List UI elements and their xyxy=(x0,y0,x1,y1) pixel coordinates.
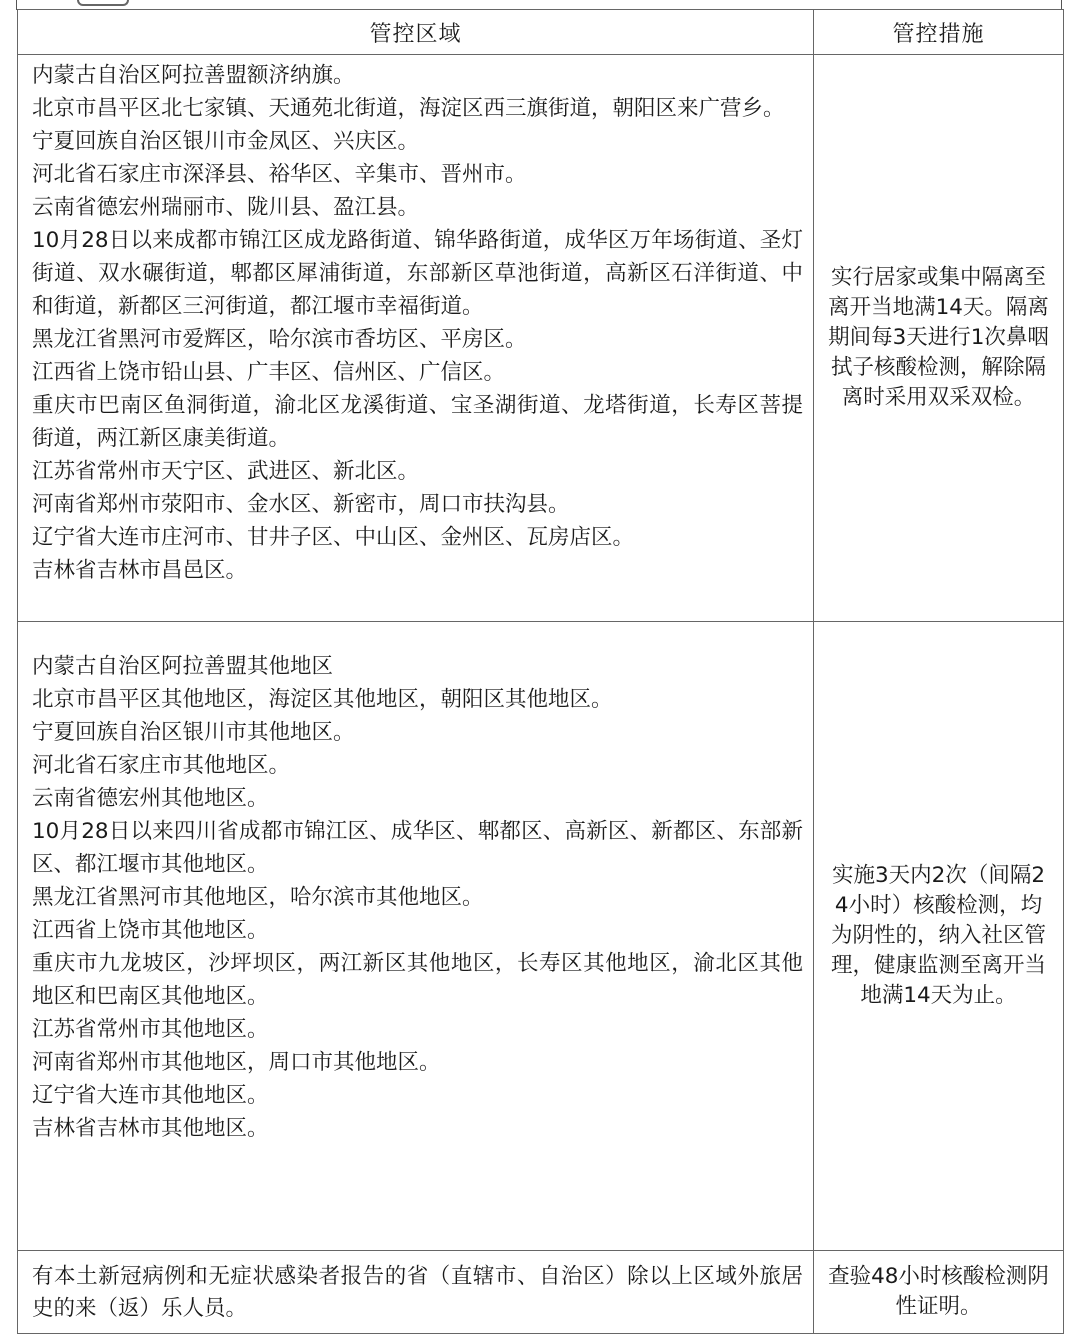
region-line: 重庆市巴南区鱼洞街道，渝北区龙溪街道、宝圣湖街道、龙塔街道，长寿区菩提街道，两江新区康美街道。 xyxy=(32,393,803,451)
region-line: 宁夏回族自治区银川市其他地区。 xyxy=(32,720,355,745)
region-line: 江苏省常州市天宁区、武进区、新北区。 xyxy=(32,459,420,484)
region-line: 辽宁省大连市庄河市、甘井子区、中山区、金州区、瓦房店区。 xyxy=(32,525,635,550)
region-line: 云南省德宏州其他地区。 xyxy=(32,786,269,811)
region-line: 江西省上饶市铅山县、广丰区、信州区、广信区。 xyxy=(32,360,506,385)
table-row xyxy=(18,622,1064,1251)
table-row xyxy=(18,55,1064,622)
region-line: 北京市昌平区其他地区，海淀区其他地区，朝阳区其他地区。 xyxy=(32,687,613,712)
region-line: 江苏省常州市其他地区。 xyxy=(32,1017,269,1042)
region-line: 河北省石家庄市深泽县、裕华区、辛集市、晋州市。 xyxy=(32,162,527,187)
region-cell xyxy=(18,55,814,622)
measure-text: 实施3天内2次（间隔24小时）核酸检测，均为阴性的，纳入社区管理，健康监测至离开当地满14天为止。 xyxy=(830,863,1046,1008)
region-line: 10月28日以来成都市锦江区成龙路街道、锦华路街道，成华区万年场街道、圣灯街道、双水碾街道，郫都区犀浦街道，东部新区草池街道，高新区石洋街道、中和街道，新都区三河街道，都江堰市幸福街道。 xyxy=(32,228,803,319)
measure-cell xyxy=(814,55,1064,622)
measure-cell xyxy=(814,1251,1064,1334)
region-line: 重庆市九龙坡区，沙坪坝区，两江新区其他地区，长寿区其他地区，渝北区其他地区和巴南区其他地区。 xyxy=(32,951,803,1009)
region-line: 黑龙江省黑河市其他地区，哈尔滨市其他地区。 xyxy=(32,885,484,910)
region-line: 吉林省吉林市昌邑区。 xyxy=(32,558,248,583)
header-measure: 管控措施 xyxy=(814,10,1064,55)
measure-text: 查验48小时核酸检测阴性证明。 xyxy=(828,1264,1049,1319)
region-cell xyxy=(18,622,814,1251)
region-line: 10月28日以来四川省成都市锦江区、成华区、郫都区、高新区、新都区、东部新区、都江堰市其他地区。 xyxy=(32,819,803,877)
region-line: 宁夏回族自治区银川市金凤区、兴庆区。 xyxy=(32,129,420,154)
region-line: 河南省郑州市荥阳市、金水区、新密市，周口市扶沟县。 xyxy=(32,492,570,517)
region-line: 河北省石家庄市其他地区。 xyxy=(32,753,291,778)
top-cropped-mark xyxy=(77,0,129,6)
region-line: 江西省上饶市其他地区。 xyxy=(32,918,269,943)
region-line: 辽宁省大连市其他地区。 xyxy=(32,1083,269,1108)
measure-text: 实行居家或集中隔离至离开当地满14天。隔离期间每3天进行1次鼻咽拭子核酸检测，解除隔离时采用双采双检。 xyxy=(828,265,1049,410)
header-region: 管控区域 xyxy=(18,10,814,55)
region-line: 黑龙江省黑河市爱辉区，哈尔滨市香坊区、平房区。 xyxy=(32,327,527,352)
region-line: 内蒙古自治区阿拉善盟额济纳旗。 xyxy=(32,63,355,88)
region-cell xyxy=(18,1251,814,1334)
region-line: 北京市昌平区北七家镇、天通苑北街道，海淀区西三旗街道，朝阳区来广营乡。 xyxy=(32,96,785,121)
control-measures-table xyxy=(17,9,1064,1334)
region-line: 内蒙古自治区阿拉善盟其他地区 xyxy=(32,654,334,679)
region-line: 有本土新冠病例和无症状感染者报告的省（直辖市、自治区）除以上区域外旅居史的来（返）乐人员。 xyxy=(32,1264,803,1321)
measure-cell xyxy=(814,622,1064,1251)
region-line: 吉林省吉林市其他地区。 xyxy=(32,1116,269,1141)
region-line: 云南省德宏州瑞丽市、陇川县、盈江县。 xyxy=(32,195,420,220)
table-header-row xyxy=(18,10,1064,55)
table-row xyxy=(18,1251,1064,1334)
region-line: 河南省郑州市其他地区，周口市其他地区。 xyxy=(32,1050,441,1075)
